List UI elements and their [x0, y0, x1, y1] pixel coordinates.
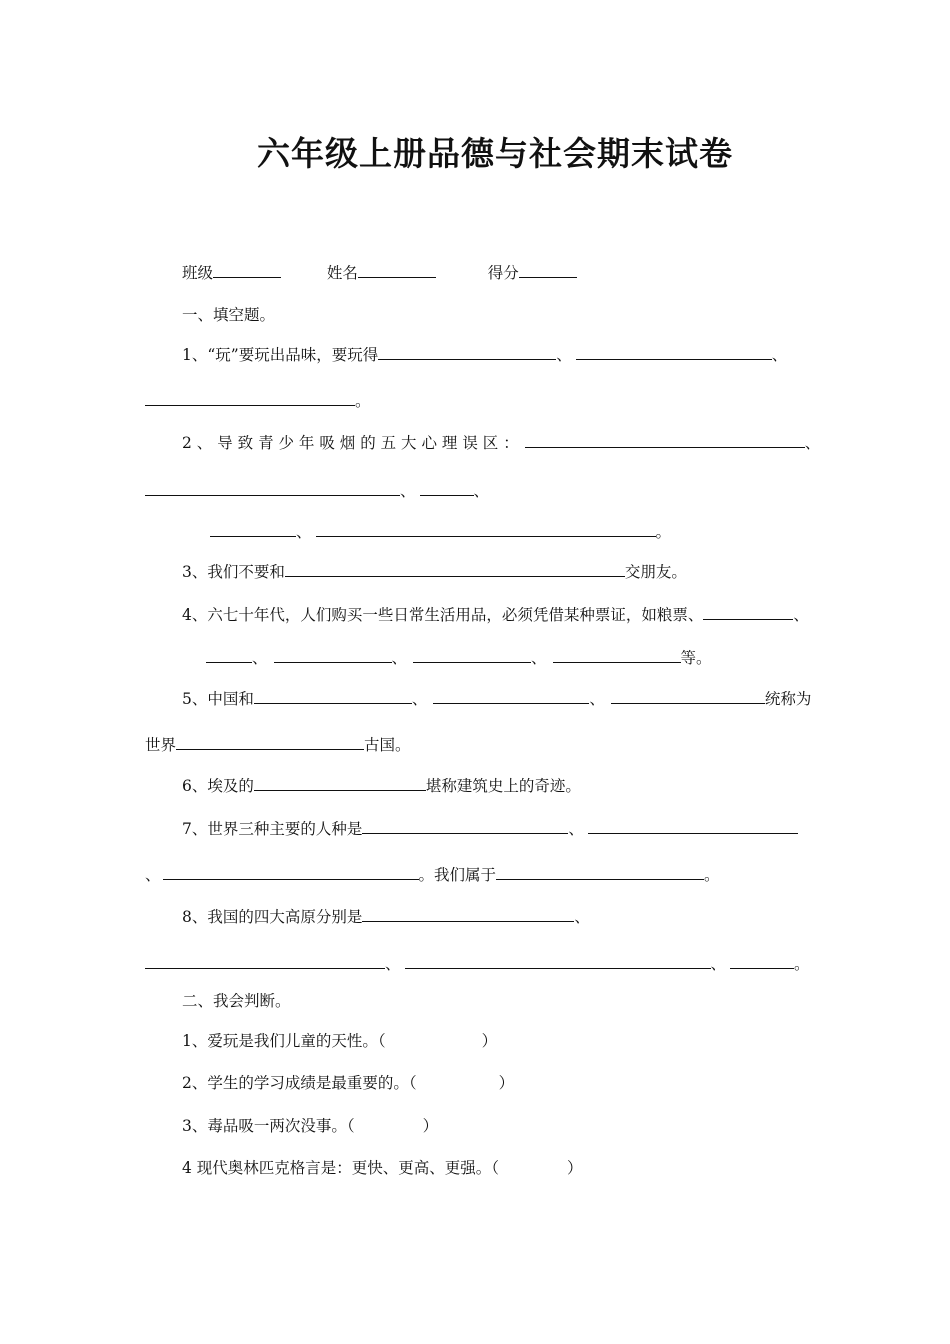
answer-blank[interactable] — [176, 734, 364, 750]
question-7-line1: 7、世界三种主要的人种是 、 — [182, 818, 798, 839]
answer-blank[interactable] — [254, 775, 426, 791]
score-label: 得分 — [487, 264, 519, 282]
question-4-line1: 4、六七十年代，人们购买一些日常生活用品，必须凭借某种票证，如粮票、 、 — [182, 606, 809, 624]
question-2-line1: 2 、 导 致 青 少 年 吸 烟 的 五 大 心 理 误 区 ： 、 — [182, 434, 821, 452]
answer-blank[interactable] — [285, 561, 625, 577]
question-1-line1: 1、“玩”要玩出品味，要玩得 、 、 — [182, 346, 788, 364]
question-6: 6、埃及的 堪称建筑史上的奇迹。 — [182, 777, 581, 795]
question-4-line2: 、 、 、 等。 — [206, 647, 712, 668]
question-2-line3: 、 。 — [210, 521, 671, 542]
answer-blank[interactable] — [145, 480, 400, 496]
answer-blank[interactable] — [611, 688, 765, 704]
section1-heading: 一、填空题。 — [182, 306, 276, 324]
judge-item-4: 4 现代奥林匹克格言是：更快、更高、更强。（ ） — [182, 1159, 583, 1177]
question-5-line2: 世界 古国。 — [145, 736, 411, 754]
answer-blank[interactable] — [553, 647, 681, 663]
question-5-line1: 5、中国和 、 、 统称为 — [182, 690, 812, 708]
name-blank[interactable] — [358, 262, 436, 278]
answer-blank[interactable] — [525, 432, 805, 448]
question-8-line2: 、 、 。 — [145, 953, 810, 974]
judge-item-1: 1、爱玩是我们儿童的天性。（ ） — [182, 1032, 498, 1050]
question-7-line2: 、 。我们属于 。 — [145, 866, 720, 884]
answer-blank[interactable] — [274, 647, 392, 663]
answer-blank[interactable] — [588, 818, 798, 834]
judge-item-2: 2、学生的学习成绩是最重要的。（ ） — [182, 1074, 515, 1092]
answer-blank[interactable] — [145, 953, 385, 969]
answer-blank[interactable] — [362, 906, 574, 922]
question-3: 3、我们不要和 交朋友。 — [182, 563, 687, 581]
class-label: 班级 — [182, 264, 214, 282]
judge-item-3: 3、毒品吸一两次没事。（ ） — [182, 1117, 439, 1135]
answer-blank[interactable] — [420, 480, 474, 496]
answer-blank[interactable] — [163, 864, 419, 880]
answer-blank[interactable] — [254, 688, 412, 704]
answer-blank[interactable] — [730, 953, 794, 969]
question-8-line1: 8、我国的四大高原分别是 、 — [182, 908, 590, 926]
answer-blank[interactable] — [703, 604, 793, 620]
page-title: 六年级上册品德与社会期末试卷 — [257, 134, 733, 173]
class-blank[interactable] — [213, 262, 281, 278]
answer-blank[interactable] — [433, 688, 589, 704]
answer-blank[interactable] — [316, 521, 656, 537]
answer-blank[interactable] — [378, 344, 556, 360]
answer-blank[interactable] — [362, 818, 568, 834]
answer-blank[interactable] — [405, 953, 711, 969]
answer-blank[interactable] — [145, 390, 355, 406]
answer-blank[interactable] — [413, 647, 531, 663]
score-blank[interactable] — [519, 262, 577, 278]
section2-heading: 二、我会判断。 — [182, 992, 291, 1010]
student-info-row — [182, 262, 577, 283]
question-1-line2: 。 — [145, 390, 371, 411]
name-label: 姓名 — [326, 264, 358, 282]
answer-blank[interactable] — [210, 521, 296, 537]
answer-blank[interactable] — [206, 647, 252, 663]
question-2-line2: 、 、 — [145, 480, 489, 501]
answer-blank[interactable] — [576, 344, 772, 360]
answer-blank[interactable] — [496, 864, 704, 880]
